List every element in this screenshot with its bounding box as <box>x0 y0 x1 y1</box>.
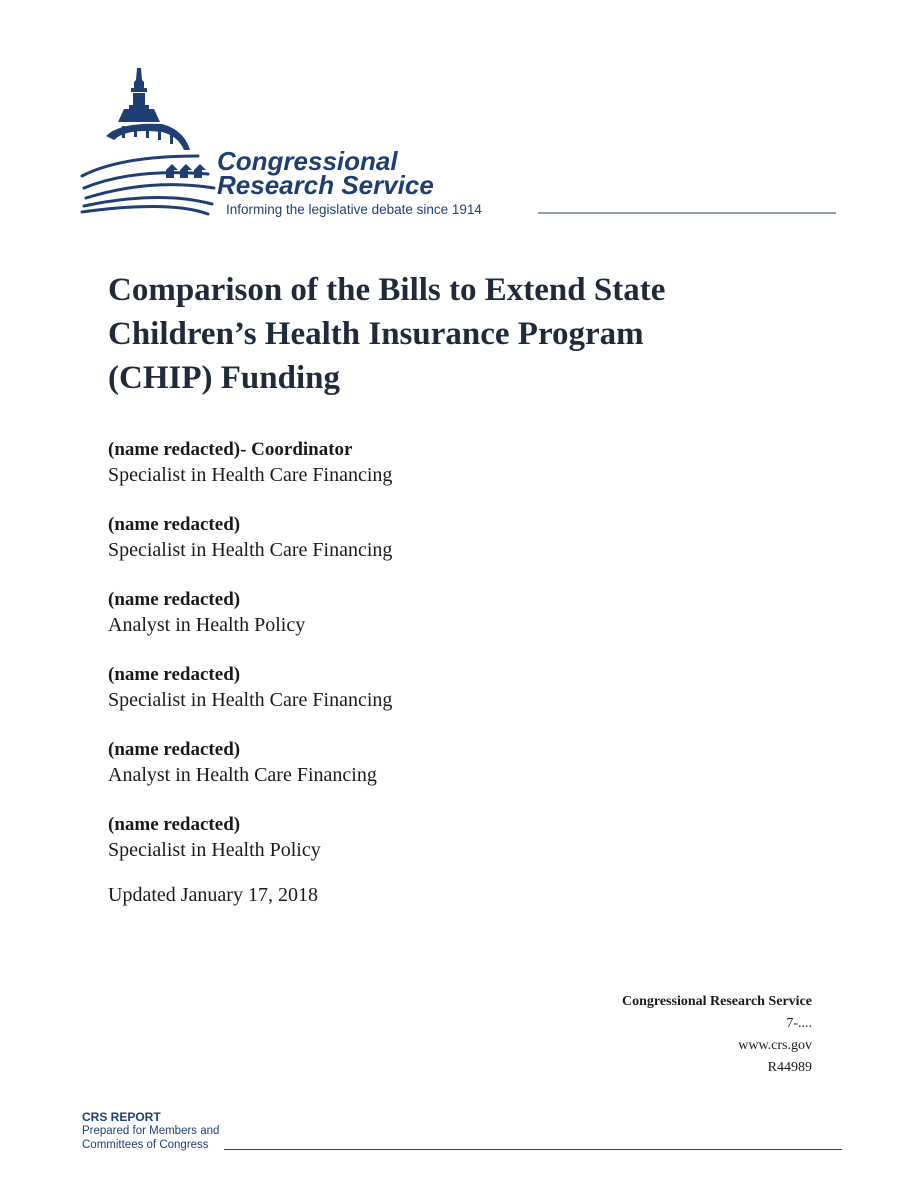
author-entry <box>108 438 708 513</box>
title-line-2: Children’s Health Insurance Program <box>108 316 644 352</box>
author-role: Specialist in Health Care Financing <box>108 689 393 711</box>
author-entry <box>108 738 708 813</box>
author-name: (name redacted) <box>108 589 241 610</box>
footer-text <box>82 1110 219 1152</box>
report-meta <box>622 991 812 1079</box>
crs-logo <box>80 66 840 226</box>
author-entry <box>108 813 708 888</box>
author-entry <box>108 663 708 738</box>
meta-phone: 7-.... <box>786 1016 812 1031</box>
title-line-1: Comparison of the Bills to Extend State <box>108 272 666 308</box>
author-entry <box>108 513 708 588</box>
author-role: Analyst in Health Care Financing <box>108 764 377 786</box>
logo-tagline: Informing the legislative debate since 1914 <box>226 202 482 217</box>
author-role: Specialist in Health Care Financing <box>108 464 393 486</box>
crs-report-footer <box>82 1110 842 1160</box>
logo-line1: Congressional <box>217 146 398 176</box>
footer-line-2: Prepared for Members and <box>82 1125 220 1137</box>
author-role: Analyst in Health Policy <box>108 614 306 636</box>
author-entry <box>108 588 708 663</box>
meta-url[interactable]: www.crs.gov <box>738 1038 812 1053</box>
author-name: (name redacted)- Coordinator <box>108 439 353 460</box>
author-list <box>108 438 708 888</box>
updated-date: Updated January 17, 2018 <box>108 884 318 906</box>
capitol-dome-icon <box>80 66 840 226</box>
footer-rule <box>224 1149 842 1150</box>
author-name: (name redacted) <box>108 814 241 835</box>
meta-org: Congressional Research Service <box>621 994 812 1009</box>
author-role: Specialist in Health Care Financing <box>108 539 393 561</box>
logo-line2: Research Service <box>217 170 434 200</box>
report-title <box>108 268 768 400</box>
footer-line-3: Committees of Congress <box>82 1139 209 1151</box>
author-name: (name redacted) <box>108 739 241 760</box>
meta-report-number: R44989 <box>767 1060 812 1075</box>
title-line-3: (CHIP) Funding <box>108 360 340 396</box>
author-name: (name redacted) <box>108 664 241 685</box>
author-role: Specialist in Health Policy <box>108 839 321 861</box>
footer-line-1: CRS REPORT <box>82 1110 161 1124</box>
author-name: (name redacted) <box>108 514 241 535</box>
